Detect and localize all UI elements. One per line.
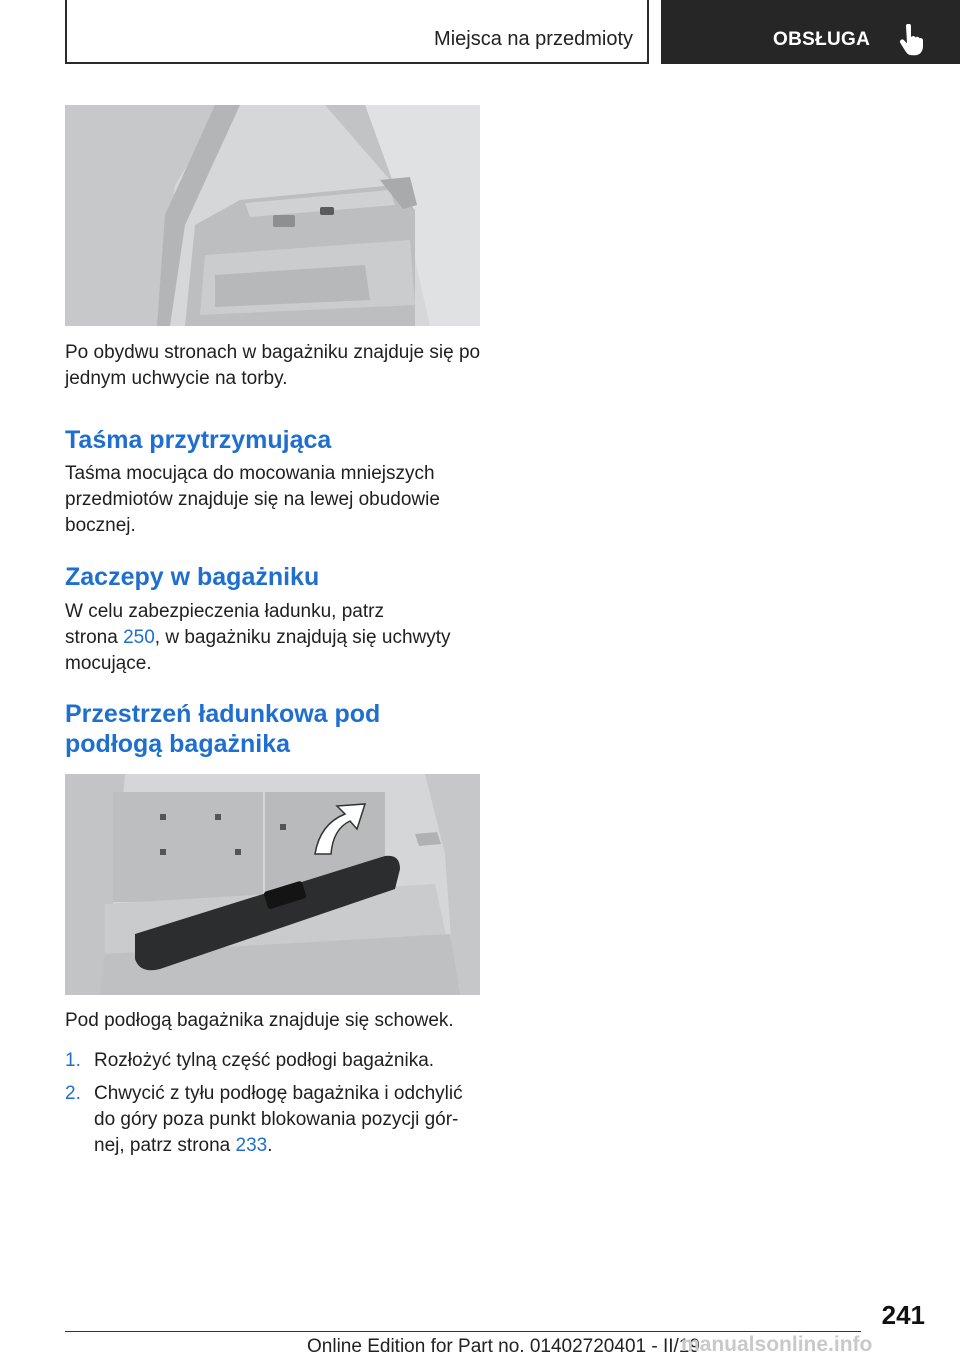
step-number: 2. — [65, 1083, 81, 1104]
chapter-title: OBSŁUGA — [773, 29, 871, 50]
heading-line: Przestrzeń ładunkowa pod — [65, 700, 381, 728]
page-link-250[interactable]: 250 — [123, 627, 155, 648]
figure-bag-hooks — [65, 105, 480, 326]
step-text — [94, 1081, 489, 1159]
watermark-text: manualsonline.info — [681, 1333, 873, 1356]
heading-line: podłogą bagażnika — [65, 730, 291, 758]
text-line — [94, 1133, 489, 1159]
trunk-hooks-paragraph — [65, 599, 485, 677]
step-number: 1. — [65, 1050, 81, 1071]
text-run: . — [267, 1135, 273, 1156]
retaining-strap-paragraph — [65, 461, 485, 539]
page-number: 241 — [881, 1300, 925, 1330]
heading-trunk-hooks: Zaczepy w bagażniku — [65, 563, 320, 591]
text-line: przedmiotów znajduje się na lewej obudowie — [65, 489, 440, 510]
edition-text: Online Edition for Part no. 01402720401 - II/19 — [307, 1336, 700, 1357]
text-line: Chwycić z tyłu podłogę bagażnika i odchylić — [94, 1083, 463, 1104]
text-line: Taśma mocująca do mocowania mniejszych — [65, 463, 435, 484]
footer-divider — [65, 1331, 861, 1332]
page-link-233[interactable]: 233 — [235, 1135, 268, 1156]
section-title: Miejsca na przedmioty — [434, 28, 633, 50]
trunk-side-illustration — [65, 105, 480, 326]
figure-underfloor — [65, 774, 480, 995]
step-text — [94, 1048, 489, 1074]
header-section-box — [65, 0, 649, 64]
header-chapter-box — [661, 0, 960, 64]
underfloor-caption: Pod podłogą bagażnika znajduje się schowek. — [65, 1010, 454, 1031]
text-line: W celu zabezpieczenia ładunku, patrz — [65, 601, 384, 622]
trunk-floor-illustration — [65, 774, 480, 995]
text-run: strona — [65, 627, 124, 648]
text-line — [65, 625, 485, 651]
text-line: bocznej. — [65, 515, 136, 536]
text-run: , w bagażniku znajdują się uchwyty — [154, 627, 451, 648]
text-line: Rozłożyć tylną część podłogi bagażnika. — [94, 1050, 435, 1071]
text-run: nej, patrz strona — [94, 1135, 236, 1156]
intro-paragraph: Po obydwu stronach w bagażniku znajduje się po jednym uchwycie na torby. — [65, 342, 481, 389]
heading-underfloor-storage — [65, 699, 485, 759]
pointing-hand-icon — [897, 24, 923, 56]
text-line: mocujące. — [65, 653, 152, 674]
text-line: do góry poza punkt blokowania pozycji gór‐ — [94, 1109, 459, 1130]
heading-retaining-strap: Taśma przytrzymująca — [65, 426, 332, 454]
